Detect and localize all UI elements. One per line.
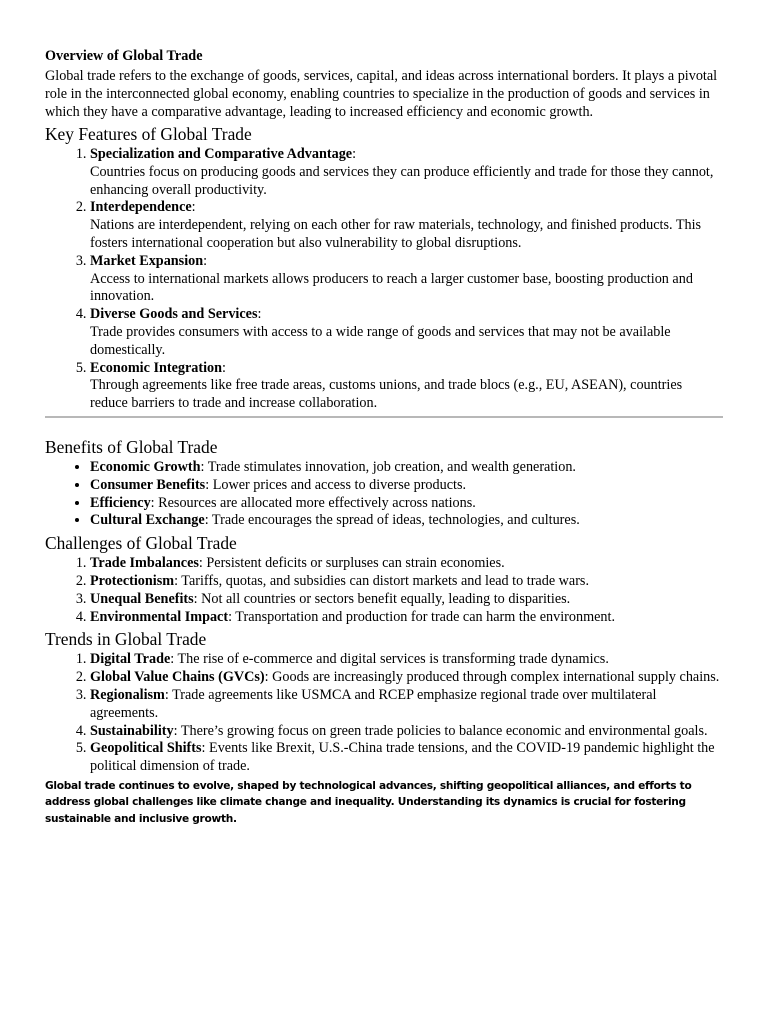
item-text: : Resources are allocated more effectively across nations. [150, 494, 476, 511]
list-item [90, 555, 723, 573]
item-separator: : [257, 306, 262, 323]
list-item [90, 687, 723, 723]
list-item [90, 253, 723, 306]
list-item [90, 477, 723, 495]
item-term: Efficiency [90, 494, 151, 511]
overview-paragraph: Global trade refers to the exchange of goods, services, capital, and ideas across international borders. It plays a pivotal role in the interconnected global economy, enabling countries to specialize in the production of goods and services in which they have a comparative advantage, leading to increased efficiency and economic growth. [45, 68, 718, 120]
section-heading-challenges: Challenges of Global Trade [45, 533, 237, 554]
item-term: Protectionism [90, 572, 175, 589]
item-text: : Goods are increasingly produced through complex international supply chains. [264, 669, 720, 686]
list-item [90, 651, 723, 669]
item-term: Economic Growth [90, 458, 201, 475]
item-text: : Trade encourages the spread of ideas, technologies, and cultures. [204, 512, 580, 529]
item-text: : Trade agreements like USMCA and RCEP emphasize regional trade over multilateral agreements. [90, 686, 657, 721]
item-term: Cultural Exchange [90, 512, 205, 529]
item-description: Access to international markets allows producers to reach a larger customer base, boosting production and innovation. [90, 270, 693, 305]
list-item [90, 669, 723, 687]
item-text: : Not all countries or sectors benefit equally, leading to disparities. [193, 590, 571, 607]
trends-list [45, 651, 723, 776]
list-item [90, 591, 723, 609]
conclusion-paragraph: Global trade continues to evolve, shaped by technological advances, shifting geopolitical alliances, and efforts to address global challenges like climate change and inequality. Understanding its dynamics is crucial for fostering sustainable and inclusive growth. [45, 779, 692, 825]
item-term: Interdependence [90, 199, 192, 216]
list-item [90, 459, 723, 477]
item-term: Trade Imbalances [90, 555, 199, 572]
list-item [90, 573, 723, 591]
item-term: Unequal Benefits [90, 590, 194, 607]
horizontal-rule [45, 416, 723, 418]
item-term: Regionalism [90, 686, 165, 703]
list-item [90, 199, 723, 252]
item-term: Market Expansion [90, 252, 204, 269]
item-text: : Persistent deficits or surpluses can strain economies. [198, 555, 505, 572]
key-features-list [45, 146, 723, 413]
overview-title: Overview of Global Trade [45, 48, 203, 64]
item-text: : There’s growing focus on green trade policies to balance economic and environmental goals. [173, 722, 708, 739]
item-description: Trade provides consumers with access to a wide range of goods and services that may not be available domestically. [90, 323, 671, 358]
item-term: Global Value Chains (GVCs) [90, 669, 265, 686]
benefits-list [45, 459, 723, 530]
item-text: : Lower prices and access to diverse products. [205, 476, 467, 493]
challenges-list [45, 555, 723, 626]
section-heading-benefits: Benefits of Global Trade [45, 436, 218, 457]
section-heading-key-features: Key Features of Global Trade [45, 124, 252, 144]
item-separator: : [222, 359, 226, 376]
item-term: Environmental Impact [90, 608, 229, 625]
item-term: Geopolitical Shifts [90, 740, 202, 757]
item-separator: : [203, 252, 208, 269]
item-term: Sustainability [90, 722, 174, 739]
item-separator: : [191, 199, 196, 216]
item-description: Nations are interdependent, relying on each other for raw materials, technology, and finished products. This fosters international cooperation but also vulnerability to global disruptions. [90, 217, 702, 251]
item-separator: : [352, 146, 357, 162]
list-item [90, 146, 723, 199]
item-description: Through agreements like free trade areas, customs unions, and trade blocs (e.g., EU, ASEAN), countries reduce barriers to trade and increase collaboration. [90, 377, 683, 412]
item-term: Digital Trade [90, 651, 171, 668]
list-item [90, 360, 723, 413]
item-term: Diverse Goods and Services [90, 306, 258, 323]
item-text: : Transportation and production for trade can harm the environment. [228, 608, 615, 625]
item-term: Consumer Benefits [90, 476, 206, 493]
list-item [90, 495, 723, 513]
item-text: : Tariffs, quotas, and subsidies can distort markets and lead to trade wars. [174, 572, 590, 589]
list-item [90, 609, 723, 627]
item-term: Specialization and Comparative Advantage [90, 146, 353, 162]
list-item [90, 740, 723, 776]
item-text: : Trade stimulates innovation, job creation, and wealth generation. [200, 458, 576, 475]
list-item [90, 723, 723, 741]
section-heading-trends: Trends in Global Trade [45, 629, 207, 650]
item-text: : The rise of e-commerce and digital services is transforming trade dynamics. [170, 651, 609, 668]
list-item [90, 512, 723, 530]
item-term: Economic Integration [90, 359, 223, 376]
item-text: : Events like Brexit, U.S.-China trade tensions, and the COVID-19 pandemic highlight the political dimension of trade. [90, 740, 715, 775]
item-description: Countries focus on producing goods and services they can produce efficiently and trade for those they cannot, enhancing overall productivity. [90, 163, 714, 198]
list-item [90, 306, 723, 359]
